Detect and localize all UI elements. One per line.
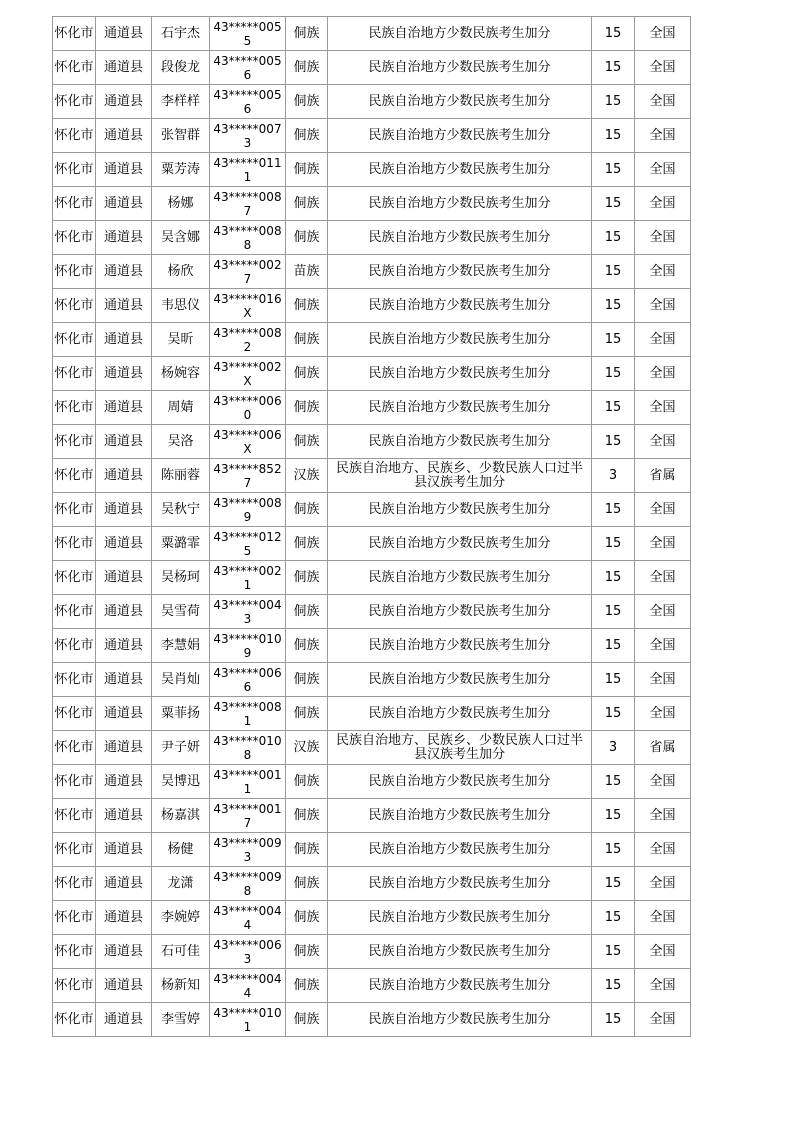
bonus-reason-cell: 民族自治地方少数民族考生加分 (328, 1003, 592, 1037)
table-row (53, 799, 691, 833)
county-cell: 通道县 (96, 969, 152, 1003)
ethnicity-cell: 侗族 (286, 323, 328, 357)
county-cell: 通道县 (96, 731, 152, 765)
county-cell: 通道县 (96, 85, 152, 119)
ethnicity-cell: 侗族 (286, 289, 328, 323)
name-cell: 吴肖灿 (152, 663, 210, 697)
id-number-cell: 43*****0027 (210, 255, 286, 289)
scope-cell: 全国 (635, 867, 691, 901)
scope-cell: 全国 (635, 187, 691, 221)
county-cell: 通道县 (96, 697, 152, 731)
city-cell: 怀化市 (53, 629, 96, 663)
bonus-points-cell: 15 (592, 153, 635, 187)
ethnicity-cell: 侗族 (286, 187, 328, 221)
scope-cell: 全国 (635, 289, 691, 323)
name-cell: 李样样 (152, 85, 210, 119)
name-cell: 杨新知 (152, 969, 210, 1003)
county-cell: 通道县 (96, 323, 152, 357)
bonus-reason-cell: 民族自治地方少数民族考生加分 (328, 391, 592, 425)
bonus-points-cell: 15 (592, 323, 635, 357)
ethnicity-cell: 侗族 (286, 697, 328, 731)
bonus-points-cell: 15 (592, 221, 635, 255)
id-number-cell: 43*****0081 (210, 697, 286, 731)
city-cell: 怀化市 (53, 187, 96, 221)
bonus-points-cell: 15 (592, 629, 635, 663)
scope-cell: 全国 (635, 799, 691, 833)
id-number-cell: 43*****8527 (210, 459, 286, 493)
ethnicity-cell: 侗族 (286, 51, 328, 85)
name-cell: 吴含娜 (152, 221, 210, 255)
name-cell: 粟菲扬 (152, 697, 210, 731)
city-cell: 怀化市 (53, 561, 96, 595)
ethnicity-cell: 侗族 (286, 595, 328, 629)
ethnicity-cell: 侗族 (286, 629, 328, 663)
county-cell: 通道县 (96, 153, 152, 187)
ethnicity-cell: 侗族 (286, 1003, 328, 1037)
county-cell: 通道县 (96, 527, 152, 561)
table-row (53, 357, 691, 391)
bonus-reason-cell: 民族自治地方少数民族考生加分 (328, 799, 592, 833)
bonus-points-cell: 15 (592, 765, 635, 799)
id-number-cell: 43*****0055 (210, 17, 286, 51)
table-row (53, 153, 691, 187)
bonus-reason-cell: 民族自治地方少数民族考生加分 (328, 765, 592, 799)
ethnicity-cell: 侗族 (286, 901, 328, 935)
bonus-points-cell: 15 (592, 85, 635, 119)
scope-cell: 全国 (635, 1003, 691, 1037)
table-body (53, 17, 691, 1037)
county-cell: 通道县 (96, 935, 152, 969)
table-row (53, 17, 691, 51)
bonus-points-cell: 15 (592, 561, 635, 595)
city-cell: 怀化市 (53, 153, 96, 187)
scope-cell: 全国 (635, 391, 691, 425)
ethnicity-cell: 苗族 (286, 255, 328, 289)
scope-cell: 全国 (635, 629, 691, 663)
county-cell: 通道县 (96, 255, 152, 289)
ethnicity-cell: 侗族 (286, 153, 328, 187)
name-cell: 粟潞霏 (152, 527, 210, 561)
bonus-points-cell: 15 (592, 289, 635, 323)
bonus-reason-cell: 民族自治地方少数民族考生加分 (328, 969, 592, 1003)
city-cell: 怀化市 (53, 595, 96, 629)
scope-cell: 全国 (635, 255, 691, 289)
city-cell: 怀化市 (53, 867, 96, 901)
table-row (53, 901, 691, 935)
scope-cell: 全国 (635, 357, 691, 391)
name-cell: 杨嘉淇 (152, 799, 210, 833)
scope-cell: 全国 (635, 527, 691, 561)
id-number-cell: 43*****0109 (210, 629, 286, 663)
ethnicity-cell: 侗族 (286, 493, 328, 527)
table-row (53, 391, 691, 425)
scope-cell: 全国 (635, 765, 691, 799)
table-row (53, 731, 691, 765)
name-cell: 吴秋宁 (152, 493, 210, 527)
bonus-points-cell: 15 (592, 595, 635, 629)
table-row (53, 187, 691, 221)
county-cell: 通道县 (96, 391, 152, 425)
name-cell: 龙潇 (152, 867, 210, 901)
bonus-points-cell: 15 (592, 17, 635, 51)
city-cell: 怀化市 (53, 697, 96, 731)
ethnicity-cell: 侗族 (286, 561, 328, 595)
county-cell: 通道县 (96, 799, 152, 833)
bonus-reason-cell: 民族自治地方、民族乡、少数民族人口过半县汉族考生加分 (328, 731, 592, 765)
name-cell: 杨欣 (152, 255, 210, 289)
ethnicity-cell: 侗族 (286, 221, 328, 255)
county-cell: 通道县 (96, 629, 152, 663)
table-row (53, 255, 691, 289)
county-cell: 通道县 (96, 51, 152, 85)
ethnicity-cell: 侗族 (286, 391, 328, 425)
id-number-cell: 43*****0066 (210, 663, 286, 697)
ethnicity-cell: 侗族 (286, 17, 328, 51)
county-cell: 通道县 (96, 187, 152, 221)
scope-cell: 全国 (635, 969, 691, 1003)
bonus-points-cell: 15 (592, 935, 635, 969)
bonus-points-cell: 15 (592, 255, 635, 289)
id-number-cell: 43*****0082 (210, 323, 286, 357)
county-cell: 通道县 (96, 595, 152, 629)
county-cell: 通道县 (96, 493, 152, 527)
city-cell: 怀化市 (53, 391, 96, 425)
city-cell: 怀化市 (53, 527, 96, 561)
id-number-cell: 43*****0021 (210, 561, 286, 595)
name-cell: 陈丽蓉 (152, 459, 210, 493)
scope-cell: 全国 (635, 221, 691, 255)
city-cell: 怀化市 (53, 969, 96, 1003)
name-cell: 张智群 (152, 119, 210, 153)
table-row (53, 459, 691, 493)
ethnicity-cell: 侗族 (286, 527, 328, 561)
name-cell: 粟芳涛 (152, 153, 210, 187)
scope-cell: 全国 (635, 935, 691, 969)
scope-cell: 省属 (635, 459, 691, 493)
id-number-cell: 43*****0111 (210, 153, 286, 187)
id-number-cell: 43*****0056 (210, 85, 286, 119)
ethnicity-cell: 汉族 (286, 731, 328, 765)
bonus-reason-cell: 民族自治地方、民族乡、少数民族人口过半县汉族考生加分 (328, 459, 592, 493)
bonus-reason-cell: 民族自治地方少数民族考生加分 (328, 187, 592, 221)
bonus-points-cell: 15 (592, 51, 635, 85)
id-number-cell: 43*****0063 (210, 935, 286, 969)
scope-cell: 全国 (635, 51, 691, 85)
bonus-points-cell: 15 (592, 833, 635, 867)
scope-cell: 全国 (635, 833, 691, 867)
bonus-points-cell: 15 (592, 425, 635, 459)
scope-cell: 全国 (635, 595, 691, 629)
id-number-cell: 43*****0060 (210, 391, 286, 425)
bonus-points-cell: 3 (592, 459, 635, 493)
table-row (53, 867, 691, 901)
table-row (53, 765, 691, 799)
county-cell: 通道县 (96, 765, 152, 799)
county-cell: 通道县 (96, 221, 152, 255)
ethnicity-cell: 汉族 (286, 459, 328, 493)
county-cell: 通道县 (96, 425, 152, 459)
id-number-cell: 43*****002X (210, 357, 286, 391)
id-number-cell: 43*****0017 (210, 799, 286, 833)
city-cell: 怀化市 (53, 1003, 96, 1037)
name-cell: 石宇杰 (152, 17, 210, 51)
ethnicity-cell: 侗族 (286, 425, 328, 459)
id-number-cell: 43*****0044 (210, 969, 286, 1003)
name-cell: 石可佳 (152, 935, 210, 969)
bonus-reason-cell: 民族自治地方少数民族考生加分 (328, 425, 592, 459)
county-cell: 通道县 (96, 17, 152, 51)
id-number-cell: 43*****016X (210, 289, 286, 323)
county-cell: 通道县 (96, 119, 152, 153)
table-row (53, 833, 691, 867)
bonus-reason-cell: 民族自治地方少数民族考生加分 (328, 221, 592, 255)
name-cell: 李慧娟 (152, 629, 210, 663)
ethnicity-cell: 侗族 (286, 935, 328, 969)
name-cell: 杨健 (152, 833, 210, 867)
bonus-reason-cell: 民族自治地方少数民族考生加分 (328, 85, 592, 119)
bonus-reason-cell: 民族自治地方少数民族考生加分 (328, 323, 592, 357)
bonus-reason-cell: 民族自治地方少数民族考生加分 (328, 629, 592, 663)
city-cell: 怀化市 (53, 51, 96, 85)
name-cell: 吴博迅 (152, 765, 210, 799)
bonus-reason-cell: 民族自治地方少数民族考生加分 (328, 153, 592, 187)
scope-cell: 全国 (635, 901, 691, 935)
id-number-cell: 43*****0087 (210, 187, 286, 221)
county-cell: 通道县 (96, 459, 152, 493)
name-cell: 吴雪荷 (152, 595, 210, 629)
ethnicity-cell: 侗族 (286, 833, 328, 867)
table-row (53, 969, 691, 1003)
scope-cell: 全国 (635, 17, 691, 51)
table-row (53, 595, 691, 629)
city-cell: 怀化市 (53, 765, 96, 799)
bonus-reason-cell: 民族自治地方少数民族考生加分 (328, 935, 592, 969)
city-cell: 怀化市 (53, 901, 96, 935)
bonus-points-cell: 15 (592, 799, 635, 833)
scope-cell: 全国 (635, 663, 691, 697)
scope-cell: 全国 (635, 119, 691, 153)
ethnicity-cell: 侗族 (286, 119, 328, 153)
id-number-cell: 43*****0043 (210, 595, 286, 629)
bonus-points-cell: 15 (592, 969, 635, 1003)
table-row (53, 289, 691, 323)
bonus-reason-cell: 民族自治地方少数民族考生加分 (328, 255, 592, 289)
name-cell: 段俊龙 (152, 51, 210, 85)
name-cell: 吴洛 (152, 425, 210, 459)
name-cell: 尹子妍 (152, 731, 210, 765)
bonus-reason-cell: 民族自治地方少数民族考生加分 (328, 119, 592, 153)
table-row (53, 663, 691, 697)
name-cell: 吴杨珂 (152, 561, 210, 595)
id-number-cell: 43*****0056 (210, 51, 286, 85)
scope-cell: 全国 (635, 425, 691, 459)
bonus-points-cell: 15 (592, 391, 635, 425)
bonus-reason-cell: 民族自治地方少数民族考生加分 (328, 289, 592, 323)
id-number-cell: 43*****0088 (210, 221, 286, 255)
county-cell: 通道县 (96, 1003, 152, 1037)
table-row (53, 493, 691, 527)
city-cell: 怀化市 (53, 17, 96, 51)
ethnicity-cell: 侗族 (286, 969, 328, 1003)
bonus-reason-cell: 民族自治地方少数民族考生加分 (328, 663, 592, 697)
id-number-cell: 43*****0108 (210, 731, 286, 765)
city-cell: 怀化市 (53, 663, 96, 697)
bonus-reason-cell: 民族自治地方少数民族考生加分 (328, 561, 592, 595)
bonus-points-cell: 15 (592, 663, 635, 697)
ethnicity-cell: 侗族 (286, 765, 328, 799)
bonus-points-cell: 15 (592, 119, 635, 153)
name-cell: 韦思仪 (152, 289, 210, 323)
table-row (53, 527, 691, 561)
city-cell: 怀化市 (53, 119, 96, 153)
city-cell: 怀化市 (53, 935, 96, 969)
id-number-cell: 43*****0073 (210, 119, 286, 153)
scope-cell: 全国 (635, 493, 691, 527)
bonus-reason-cell: 民族自治地方少数民族考生加分 (328, 901, 592, 935)
county-cell: 通道县 (96, 663, 152, 697)
city-cell: 怀化市 (53, 425, 96, 459)
bonus-points-table-page (52, 16, 690, 1037)
scope-cell: 全国 (635, 323, 691, 357)
name-cell: 杨婉容 (152, 357, 210, 391)
bonus-points-cell: 15 (592, 187, 635, 221)
bonus-points-table (52, 16, 691, 1037)
city-cell: 怀化市 (53, 255, 96, 289)
city-cell: 怀化市 (53, 357, 96, 391)
county-cell: 通道县 (96, 867, 152, 901)
table-row (53, 629, 691, 663)
county-cell: 通道县 (96, 289, 152, 323)
ethnicity-cell: 侗族 (286, 357, 328, 391)
bonus-reason-cell: 民族自治地方少数民族考生加分 (328, 833, 592, 867)
scope-cell: 全国 (635, 697, 691, 731)
name-cell: 吴昕 (152, 323, 210, 357)
table-row (53, 323, 691, 357)
ethnicity-cell: 侗族 (286, 799, 328, 833)
table-row (53, 85, 691, 119)
city-cell: 怀化市 (53, 323, 96, 357)
bonus-reason-cell: 民族自治地方少数民族考生加分 (328, 17, 592, 51)
county-cell: 通道县 (96, 901, 152, 935)
ethnicity-cell: 侗族 (286, 85, 328, 119)
scope-cell: 全国 (635, 85, 691, 119)
table-row (53, 1003, 691, 1037)
bonus-points-cell: 15 (592, 493, 635, 527)
table-row (53, 697, 691, 731)
bonus-points-cell: 15 (592, 697, 635, 731)
id-number-cell: 43*****0098 (210, 867, 286, 901)
name-cell: 李雪婷 (152, 1003, 210, 1037)
city-cell: 怀化市 (53, 85, 96, 119)
scope-cell: 全国 (635, 153, 691, 187)
county-cell: 通道县 (96, 561, 152, 595)
table-row (53, 425, 691, 459)
ethnicity-cell: 侗族 (286, 663, 328, 697)
name-cell: 周婧 (152, 391, 210, 425)
bonus-reason-cell: 民族自治地方少数民族考生加分 (328, 867, 592, 901)
table-row (53, 51, 691, 85)
bonus-reason-cell: 民族自治地方少数民族考生加分 (328, 493, 592, 527)
bonus-reason-cell: 民族自治地方少数民族考生加分 (328, 697, 592, 731)
name-cell: 李婉婷 (152, 901, 210, 935)
ethnicity-cell: 侗族 (286, 867, 328, 901)
table-row (53, 119, 691, 153)
bonus-points-cell: 15 (592, 901, 635, 935)
city-cell: 怀化市 (53, 833, 96, 867)
bonus-reason-cell: 民族自治地方少数民族考生加分 (328, 51, 592, 85)
table-row (53, 561, 691, 595)
id-number-cell: 43*****0011 (210, 765, 286, 799)
bonus-points-cell: 15 (592, 527, 635, 561)
id-number-cell: 43*****0089 (210, 493, 286, 527)
name-cell: 杨娜 (152, 187, 210, 221)
city-cell: 怀化市 (53, 221, 96, 255)
bonus-reason-cell: 民族自治地方少数民族考生加分 (328, 357, 592, 391)
bonus-points-cell: 15 (592, 867, 635, 901)
bonus-points-cell: 15 (592, 357, 635, 391)
city-cell: 怀化市 (53, 799, 96, 833)
city-cell: 怀化市 (53, 289, 96, 323)
scope-cell: 省属 (635, 731, 691, 765)
city-cell: 怀化市 (53, 459, 96, 493)
bonus-points-cell: 3 (592, 731, 635, 765)
bonus-points-cell: 15 (592, 1003, 635, 1037)
id-number-cell: 43*****0125 (210, 527, 286, 561)
bonus-reason-cell: 民族自治地方少数民族考生加分 (328, 595, 592, 629)
table-row (53, 935, 691, 969)
id-number-cell: 43*****0044 (210, 901, 286, 935)
bonus-reason-cell: 民族自治地方少数民族考生加分 (328, 527, 592, 561)
county-cell: 通道县 (96, 833, 152, 867)
city-cell: 怀化市 (53, 731, 96, 765)
table-row (53, 221, 691, 255)
id-number-cell: 43*****006X (210, 425, 286, 459)
id-number-cell: 43*****0101 (210, 1003, 286, 1037)
scope-cell: 全国 (635, 561, 691, 595)
city-cell: 怀化市 (53, 493, 96, 527)
id-number-cell: 43*****0093 (210, 833, 286, 867)
county-cell: 通道县 (96, 357, 152, 391)
